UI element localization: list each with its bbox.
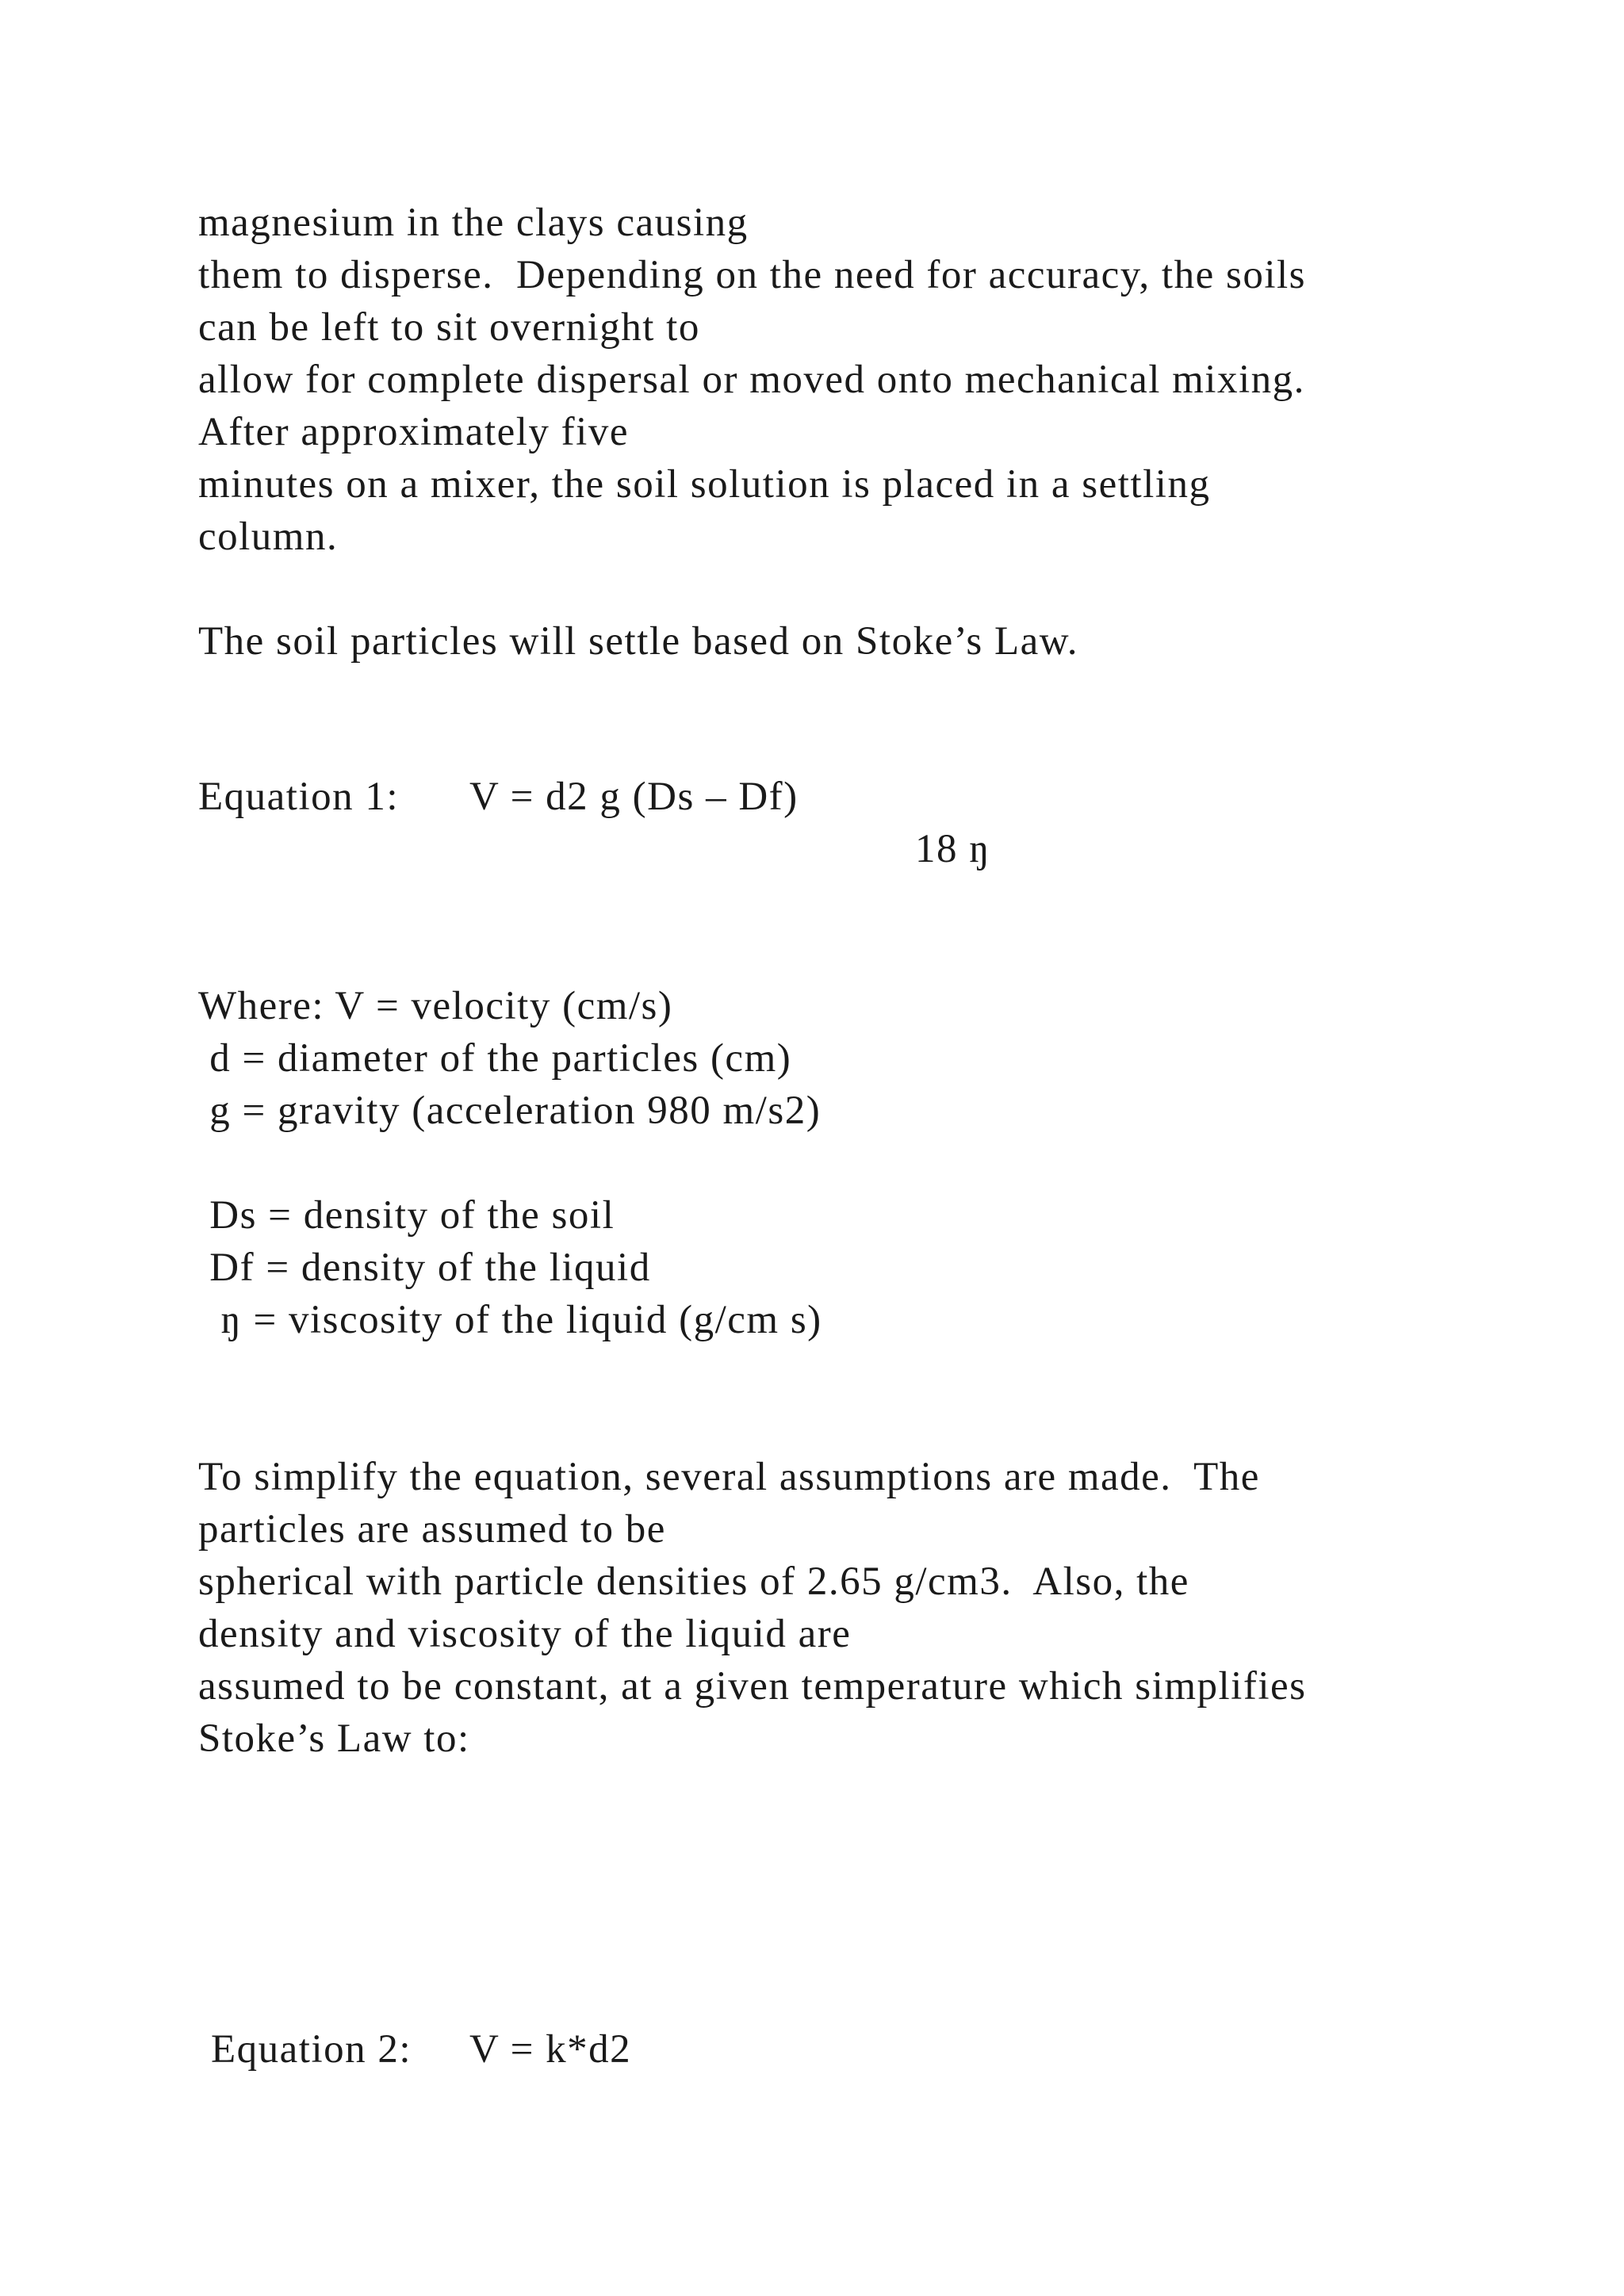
paragraph-line: can be left to sit overnight to	[198, 305, 700, 350]
paragraph-line: minutes on a mixer, the soil solution is placed in a settling	[198, 462, 1211, 507]
paragraph-line: spherical with particle densities of 2.65 g/cm3. Also, the	[198, 1559, 1189, 1604]
paragraph-line: Stoke’s Law to:	[198, 1716, 470, 1761]
paragraph-line: To simplify the equation, several assumptions are made. The	[198, 1455, 1260, 1499]
paragraph-line: allow for complete dispersal or moved onto mechanical mixing.	[198, 358, 1305, 402]
definition-line: g = gravity (acceleration 980 m/s2)	[198, 1089, 822, 1133]
definition-line: ŋ = viscosity of the liquid (g/cm s)	[198, 1298, 822, 1342]
paragraph-line: them to disperse. Depending on the need for accuracy, the soils	[198, 253, 1307, 297]
definition-line: Df = density of the liquid	[198, 1246, 651, 1290]
paragraph-line: density and viscosity of the liquid are	[198, 1612, 852, 1656]
definition-line: Where: V = velocity (cm/s)	[198, 984, 673, 1028]
paragraph-line: column.	[198, 515, 339, 559]
paragraph-line: After approximately five	[198, 410, 629, 454]
paragraph-line: magnesium in the clays causing	[198, 201, 749, 245]
definition-line: Ds = density of the soil	[198, 1193, 615, 1238]
equation-2-expression: V = k*d2	[469, 2027, 632, 2072]
definition-line: d = diameter of the particles (cm)	[198, 1036, 792, 1081]
paragraph-line: The soil particles will settle based on Stoke’s Law.	[198, 619, 1079, 664]
paragraph-line: assumed to be constant, at a given temperature which simplifies	[198, 1664, 1307, 1709]
equation-1-label: Equation 1:	[198, 775, 400, 819]
equation-2-label: Equation 2:	[211, 2027, 412, 2072]
equation-1-numerator: V = d2 g (Ds – Df)	[469, 775, 799, 819]
equation-1-denominator: 18 ŋ	[915, 827, 990, 871]
paragraph-line: particles are assumed to be	[198, 1507, 666, 1552]
